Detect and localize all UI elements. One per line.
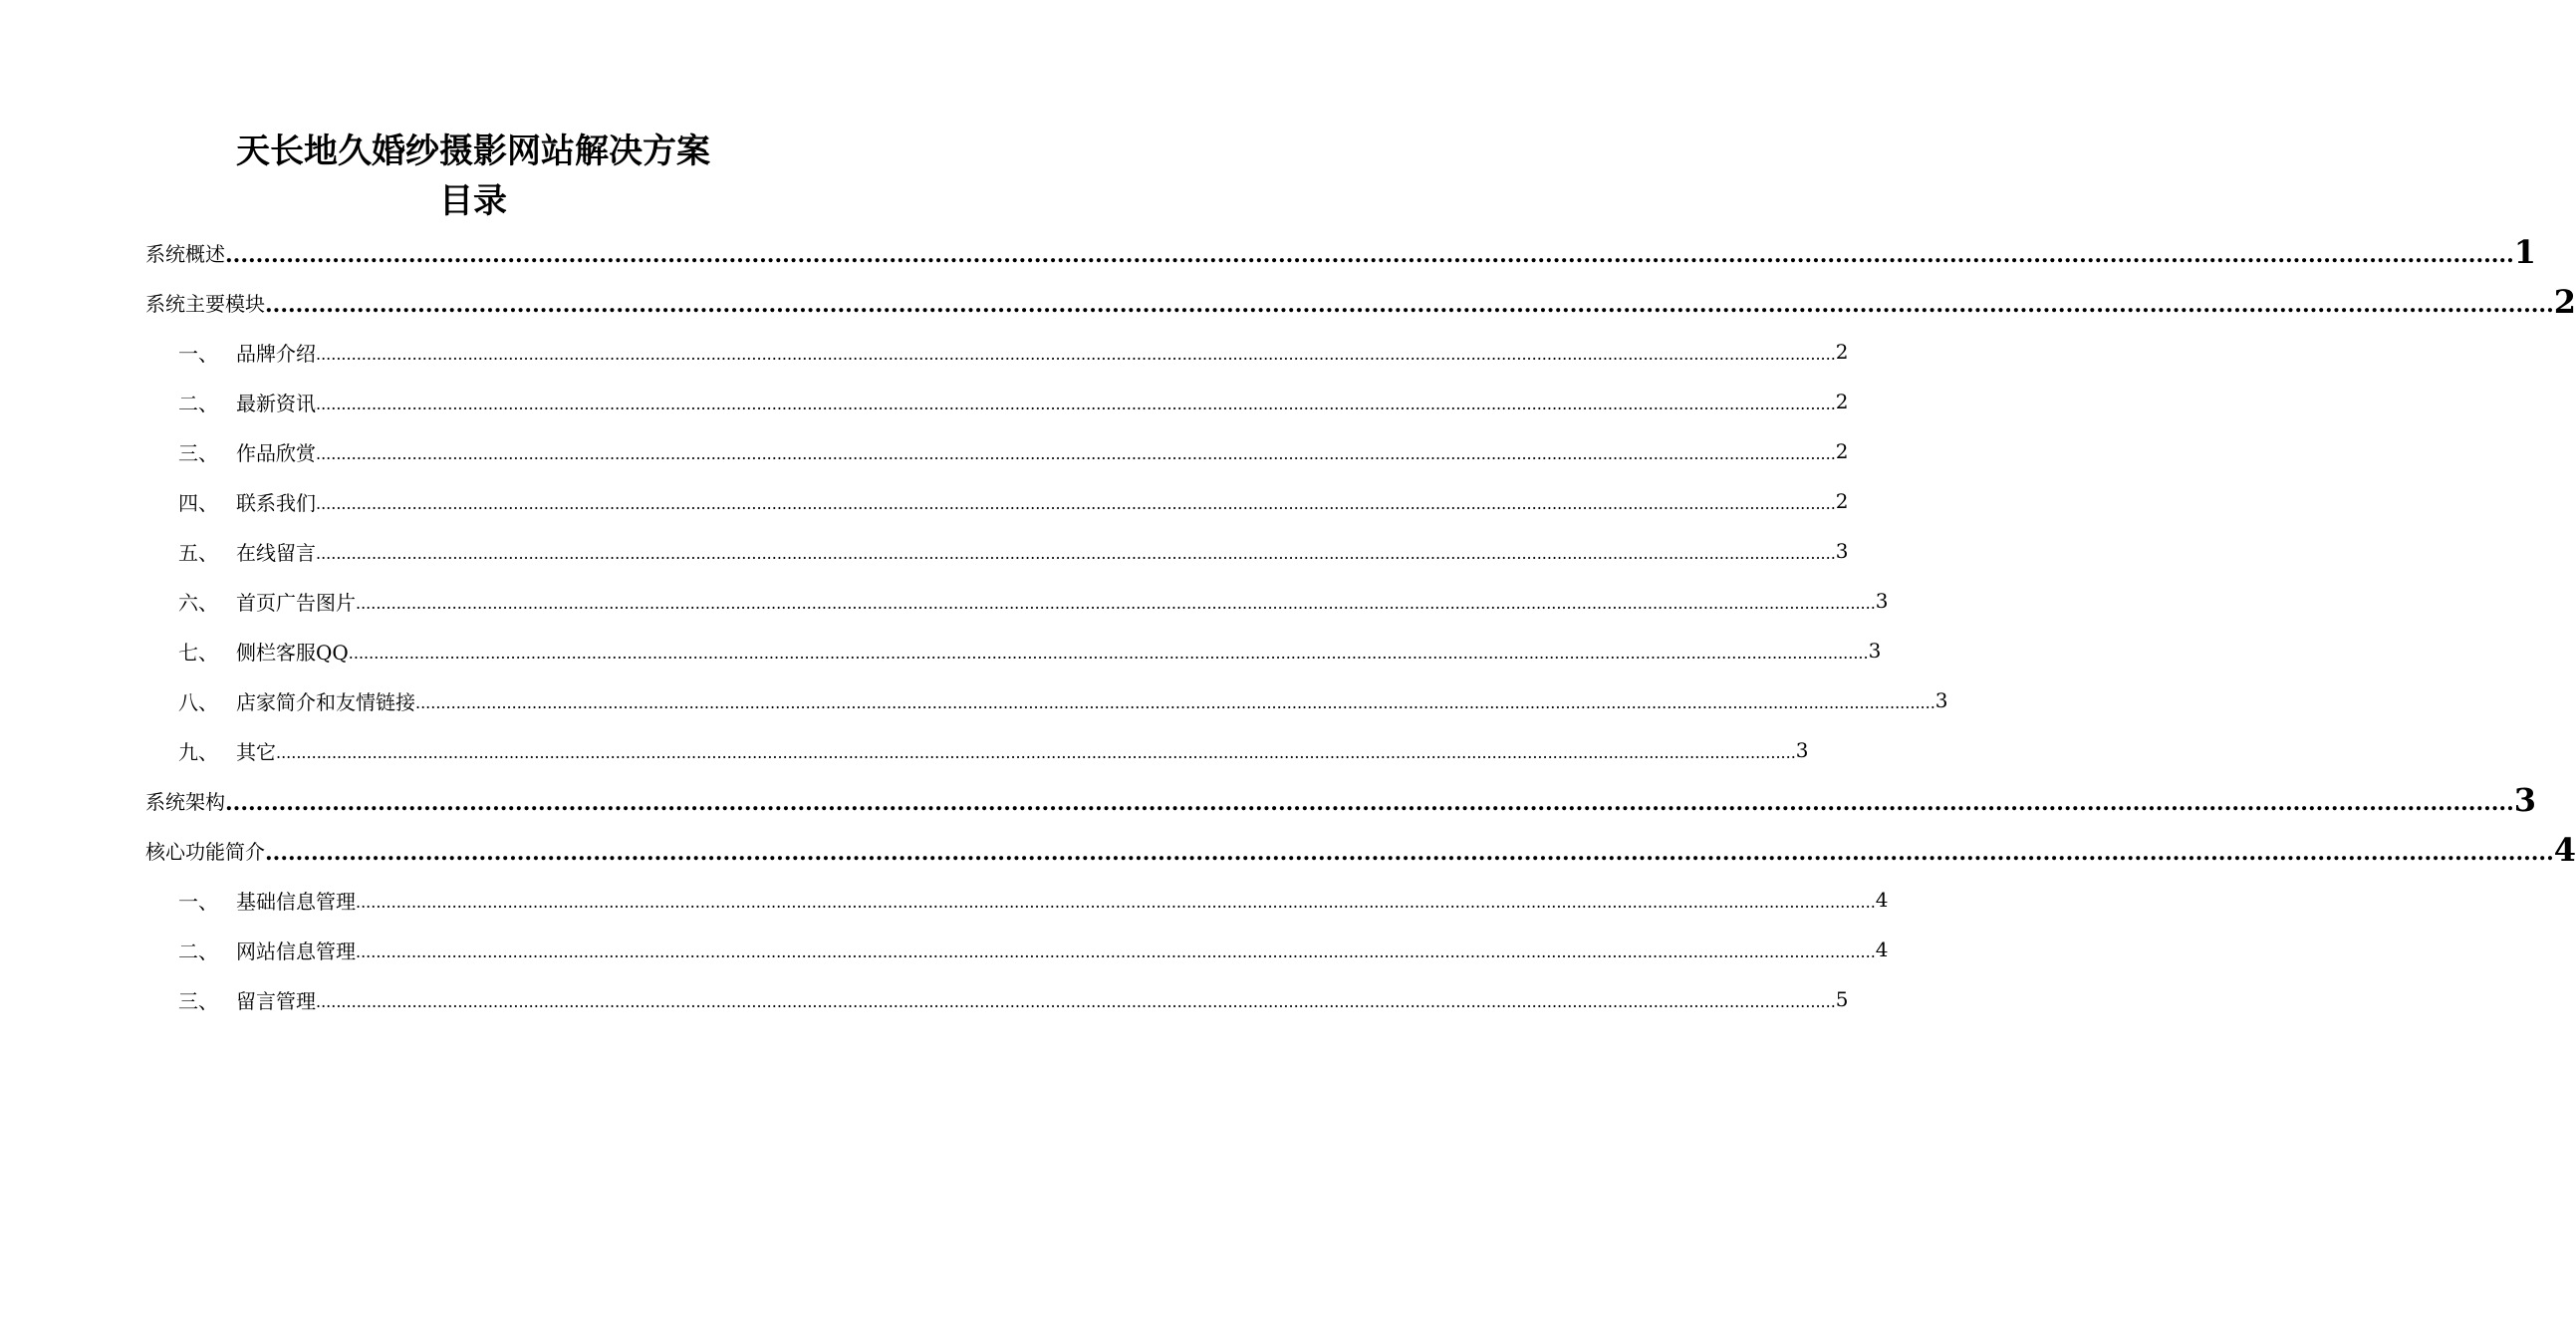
toc-page-number: 3	[1835, 539, 1849, 563]
toc-subentry-number: 一、	[178, 889, 218, 914]
toc-subentry-label: 首页广告图片	[236, 590, 356, 615]
toc-leader-dots: ............................................................................................................................................................................................................................................................................................................	[276, 743, 1796, 762]
toc-subentry[interactable]	[145, 526, 1849, 576]
toc-subentry-label: 店家简介和友情链接	[236, 689, 415, 714]
toc-page-number: 2	[1835, 439, 1849, 463]
toc-subentry-label: 其它	[236, 739, 276, 764]
toc-subentry[interactable]	[145, 925, 1889, 974]
toc-page-number: 5	[1835, 987, 1849, 1011]
toc-subentry[interactable]	[145, 725, 1809, 775]
toc-subentry-number: 一、	[178, 341, 218, 366]
toc-subentry-number: 三、	[178, 988, 218, 1013]
toc-subentry[interactable]	[145, 476, 1849, 526]
toc-subentry[interactable]	[145, 875, 1889, 925]
toc-subentry-label: 作品欣赏	[236, 440, 316, 465]
toc-subentry-number: 九、	[178, 739, 218, 764]
toc-subentry-number: 八、	[178, 689, 218, 714]
toc-subentry-label: 侧栏客服QQ	[236, 640, 349, 665]
toc-entry-label: 核心功能简介	[145, 839, 265, 864]
toc-leader-dots: ............................................................................................................................................................................................................................................................................................................	[348, 644, 1869, 663]
toc-subentry[interactable]	[145, 626, 1882, 675]
toc-page-number: 2	[2553, 283, 2576, 321]
toc-subentry[interactable]	[145, 576, 1889, 626]
toc-subentry-number: 七、	[178, 640, 218, 665]
toc-subentry-label: 基础信息管理	[236, 889, 356, 914]
toc-leader-dots: ............................................................................................................................................................................................................................................................................................................	[225, 790, 2514, 816]
toc-leader-dots: ............................................................................................................................................................................................................................................................................................................	[316, 444, 1836, 463]
toc-leader-dots: ............................................................................................................................................................................................................................................................................................................	[225, 242, 2514, 268]
toc-leader-dots: ............................................................................................................................................................................................................................................................................................................	[316, 992, 1836, 1011]
toc-subentry-label: 联系我们	[236, 490, 316, 515]
toc-subentry-number: 四、	[178, 490, 218, 515]
toc-leader-dots: ............................................................................................................................................................................................................................................................................................................	[316, 395, 1836, 413]
toc-subentry-number: 二、	[178, 938, 218, 963]
toc-subentry-label: 网站信息管理	[236, 938, 356, 963]
toc-subentry-label: 留言管理	[236, 988, 316, 1013]
toc-entry[interactable]	[145, 227, 2537, 277]
document-title: 天长地久婚纱摄影网站解决方案	[236, 132, 710, 171]
toc-subentry[interactable]	[145, 426, 1849, 476]
toc-page-number: 4	[2553, 831, 2576, 869]
toc-leader-dots: ............................................................................................................................................................................................................................................................................................................	[316, 494, 1836, 513]
table-of-contents	[145, 227, 2576, 1024]
toc-page-number: 3	[2513, 781, 2537, 819]
toc-page-number: 4	[1875, 937, 1889, 961]
toc-subentry-label: 品牌介绍	[236, 341, 316, 366]
toc-page-number: 1	[2513, 233, 2537, 271]
toc-entry-label: 系统架构	[145, 789, 225, 814]
toc-leader-dots: ............................................................................................................................................................................................................................................................................................................	[316, 544, 1836, 563]
toc-leader-dots: ............................................................................................................................................................................................................................................................................................................	[265, 292, 2554, 318]
toc-page-number: 3	[1868, 639, 1882, 663]
toc-page-number: 3	[1795, 738, 1809, 762]
toc-leader-dots: ............................................................................................................................................................................................................................................................................................................	[265, 840, 2554, 866]
toc-page-number: 3	[1934, 688, 1948, 712]
toc-entry[interactable]	[145, 775, 2537, 825]
toc-subentry[interactable]	[145, 675, 1948, 725]
toc-subentry[interactable]	[145, 377, 1849, 426]
toc-page-number: 3	[1875, 589, 1889, 613]
toc-entry[interactable]	[145, 277, 2576, 327]
toc-leader-dots: ............................................................................................................................................................................................................................................................................................................	[356, 594, 1876, 613]
toc-leader-dots: ............................................................................................................................................................................................................................................................................................................	[316, 345, 1836, 364]
toc-subentry-number: 三、	[178, 440, 218, 465]
toc-entry-label: 系统主要模块	[145, 291, 265, 316]
toc-heading: 目录	[439, 181, 507, 221]
toc-subentry[interactable]	[145, 327, 1849, 377]
toc-entry[interactable]	[145, 825, 2576, 875]
toc-leader-dots: ............................................................................................................................................................................................................................................................................................................	[415, 693, 1935, 712]
toc-leader-dots: ............................................................................................................................................................................................................................................................................................................	[356, 942, 1876, 961]
toc-page-number: 2	[1835, 390, 1849, 413]
toc-entry-label: 系统概述	[145, 241, 225, 266]
toc-leader-dots: ............................................................................................................................................................................................................................................................................................................	[356, 893, 1876, 912]
toc-subentry-label: 最新资讯	[236, 391, 316, 415]
toc-subentry-number: 六、	[178, 590, 218, 615]
toc-page-number: 2	[1835, 340, 1849, 364]
toc-subentry-label: 在线留言	[236, 540, 316, 565]
toc-subentry[interactable]	[145, 974, 1849, 1024]
toc-subentry-number: 五、	[178, 540, 218, 565]
toc-page-number: 4	[1875, 888, 1889, 912]
toc-subentry-number: 二、	[178, 391, 218, 415]
toc-page-number: 2	[1835, 489, 1849, 513]
